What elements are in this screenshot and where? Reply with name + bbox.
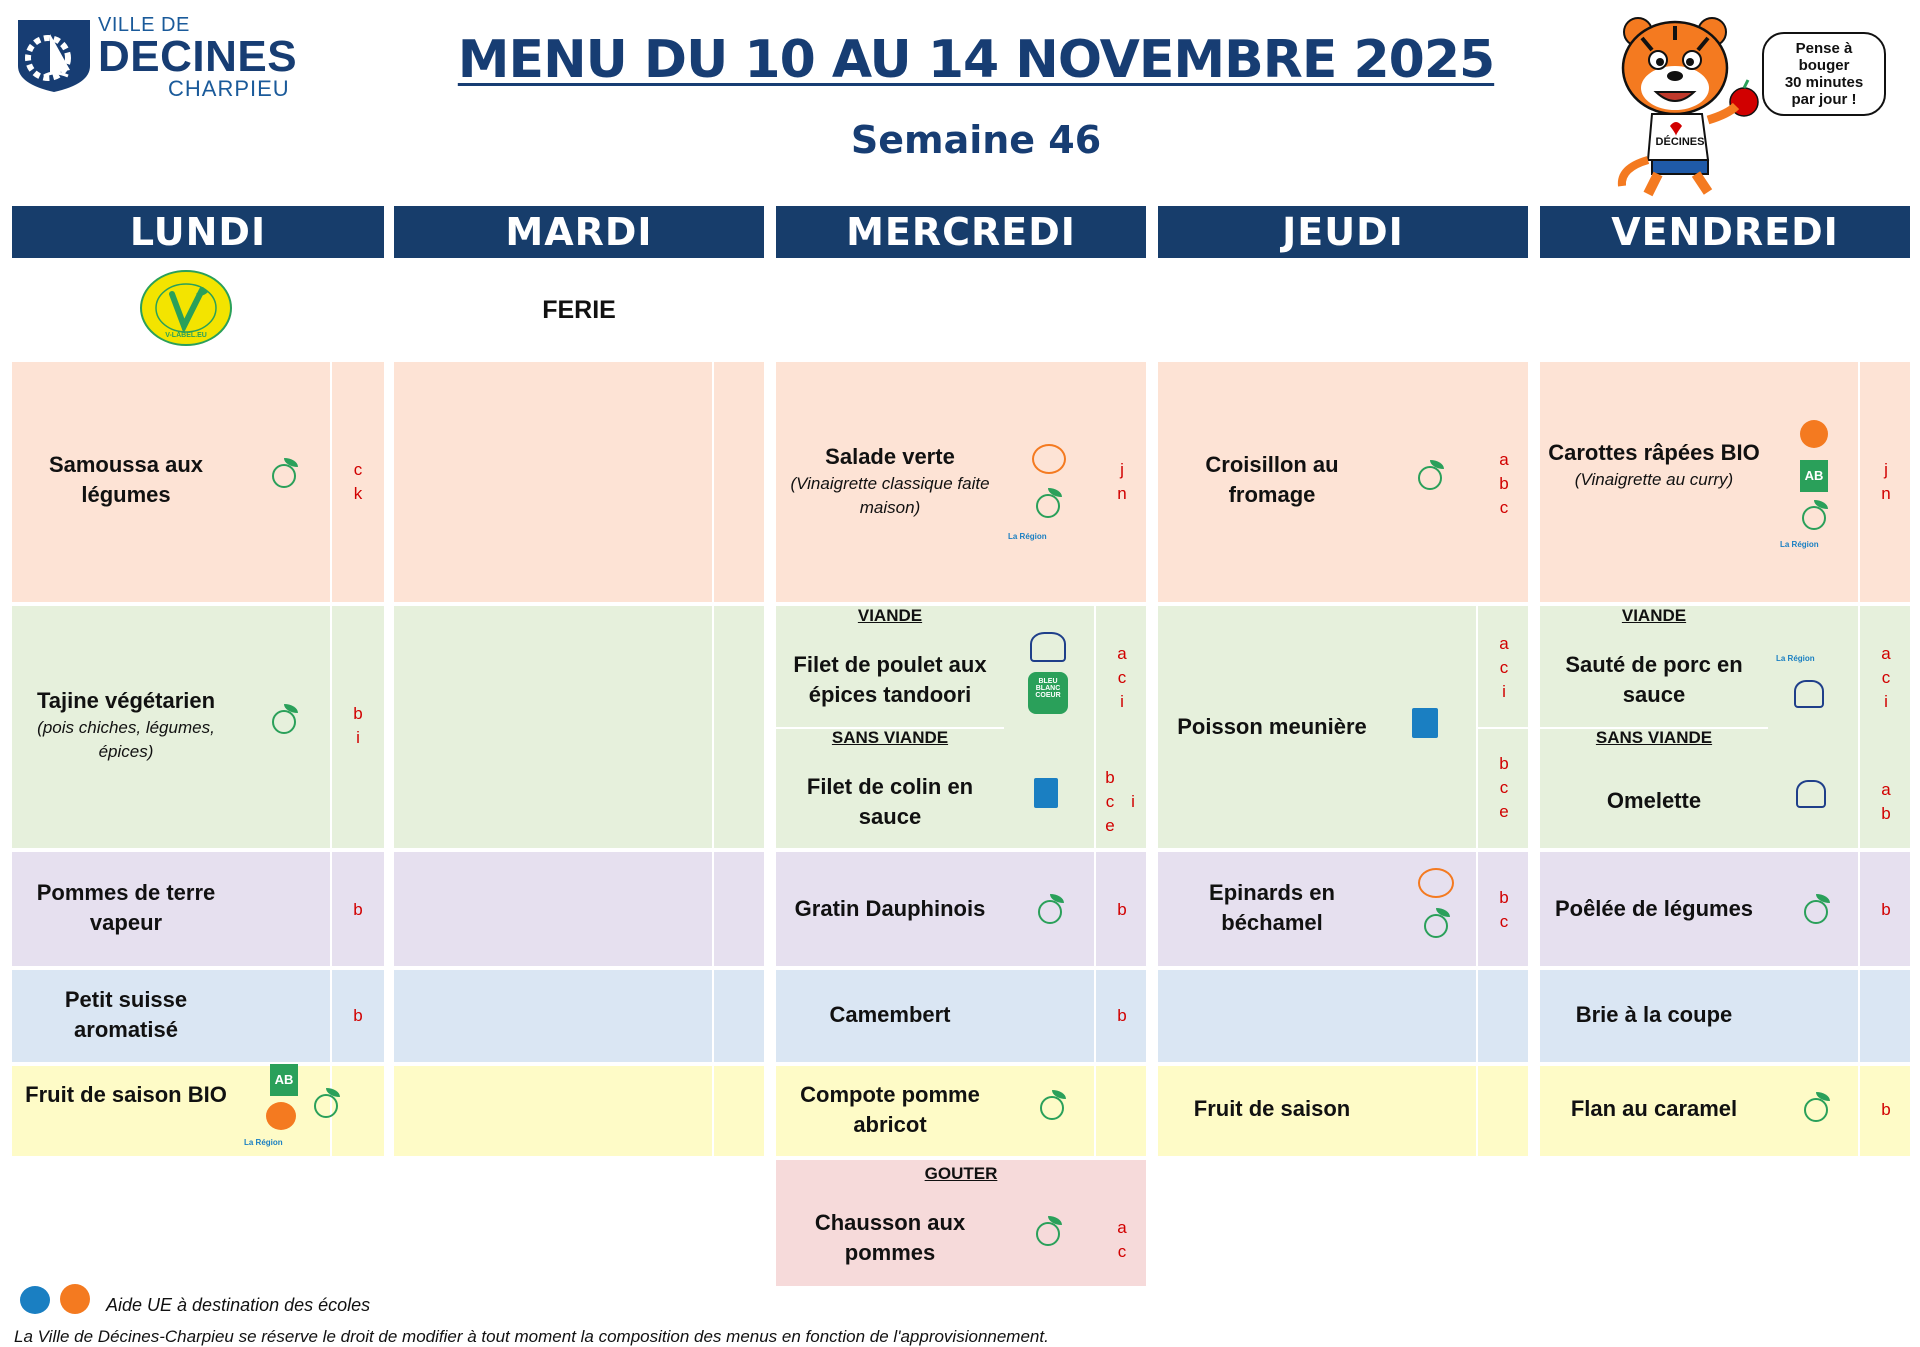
local-product-icon [272, 464, 296, 488]
jeudi-entree-allergens: a b c [1499, 450, 1509, 517]
local-product-icon [1036, 1222, 1060, 1246]
vendredi-dessert-name: Flan au caramel [1570, 1096, 1738, 1121]
french-poultry-icon [1030, 632, 1066, 662]
bubble-line: bouger [1798, 57, 1850, 74]
mercredi-gouter-label: GOUTER [924, 1164, 998, 1183]
vendredi-lait-name: Brie à la coupe [1575, 1002, 1733, 1027]
vendredi-viande-label: VIANDE [1621, 606, 1687, 625]
footer-eu-aid: Aide UE à destination des écoles [106, 1295, 371, 1315]
vendredi-dessert-allergens: b [1881, 1100, 1891, 1119]
region-logo: La Région [244, 1138, 283, 1147]
vendredi-sans-viande-label: SANS VIANDE [1595, 728, 1713, 747]
ferie-label: FERIE [542, 296, 616, 324]
french-egg-icon [1796, 780, 1826, 808]
vendredi-entree-name [1544, 438, 1764, 492]
jeudi-dessert-name: Fruit de saison [1193, 1096, 1351, 1121]
mercredi-viande-label: VIANDE [857, 606, 923, 625]
region-logo: La Région [1780, 540, 1819, 549]
jeudi-accomp-name: Epinards en béchamel [1209, 880, 1335, 935]
mardi-plat-cell [394, 606, 764, 848]
day-header-jeudi: JEUDI [1158, 206, 1528, 258]
mercredi-sans-viande-label: SANS VIANDE [831, 728, 949, 747]
lundi-dessert-name: Fruit de saison BIO [25, 1082, 227, 1107]
mardi-accomp-cell [394, 852, 764, 966]
vendredi-plat-2-name: Omelette [1606, 788, 1702, 813]
mercredi-plat-2-name: Filet de colin en sauce [806, 774, 974, 829]
jeudi-plat-allergens-2: b c e [1499, 754, 1509, 821]
mercredi-entree-desc: (Vinaigrette classique faite maison) [790, 474, 990, 517]
day-header-mercredi: MERCREDI [776, 206, 1146, 258]
mercredi-plat-1-allergens: a c i [1117, 644, 1127, 711]
mercredi-entree-allergens: j n [1117, 460, 1127, 503]
mercredi-lait-allergens: b [1117, 1006, 1127, 1025]
vendredi-accomp-name: Poêlée de légumes [1554, 896, 1754, 921]
lundi-plat-title: Tajine végétarien [36, 688, 216, 713]
week-subtitle: Semaine 46 [850, 118, 1102, 162]
lundi-plat-name [16, 686, 236, 764]
logo-line-1: VILLE DE [98, 14, 190, 36]
mercredi-accomp-allergens: b [1117, 900, 1127, 919]
mercredi-plat-2-allergens: b c e [1105, 768, 1115, 835]
jeudi-allergen-divider [1478, 727, 1528, 729]
mercredi-dessert-name: Compote pomme abricot [800, 1082, 980, 1137]
vendredi-entree-desc: (Vinaigrette au curry) [1574, 470, 1734, 489]
mardi-separator [712, 362, 714, 1156]
mercredi-lait-name: Camembert [829, 1002, 951, 1027]
vegetarian-badge [140, 270, 232, 346]
lundi-lait-name: Petit suisse aromatisé [64, 987, 188, 1042]
mercredi-gouter-name: Chausson aux pommes [814, 1210, 966, 1265]
lundi-accomp-allergens: b [353, 900, 363, 919]
local-product-icon [1418, 466, 1442, 490]
region-logo: La Région [1776, 654, 1815, 663]
lundi-entree-allergens: c k [353, 460, 363, 503]
eu-school-aid-icon [266, 1102, 296, 1130]
local-product-icon [1040, 1096, 1064, 1120]
bleu-blanc-coeur-icon: BLEU BLANC COEUR [1028, 672, 1068, 714]
page-title: MENU DU 10 AU 14 NOVEMBRE 2025 [457, 30, 1495, 90]
local-product-icon [1802, 506, 1826, 530]
bubble-line: Pense à [1795, 40, 1853, 57]
mardi-dessert-cell [394, 1066, 764, 1156]
ab-organic-icon: AB [1800, 460, 1828, 492]
day-header-lundi: LUNDI [12, 206, 384, 258]
jeudi-lait-cell [1158, 970, 1528, 1062]
eu-aid-orange-icon [60, 1284, 90, 1314]
msc-fish-icon [1034, 778, 1058, 808]
jeudi-plat-allergens-1: a c i [1499, 634, 1509, 701]
local-product-icon [1804, 1098, 1828, 1122]
region-logo: La Région [1008, 532, 1047, 541]
vendredi-plat-2-allergens: a b [1881, 780, 1891, 823]
logo-line-2: DECINES [98, 32, 298, 81]
local-product-icon [314, 1094, 338, 1118]
vendredi-entree-allergens: j n [1881, 460, 1891, 503]
speech-bubble [1762, 32, 1886, 116]
vendredi-separator [1858, 362, 1860, 1156]
local-product-icon [272, 710, 296, 734]
eu-school-aid-icon [1418, 868, 1454, 898]
jeudi-plat-name: Poisson meunière [1177, 714, 1367, 739]
eu-school-aid-icon [1800, 420, 1828, 448]
lundi-accomp-name: Pommes de terre vapeur [36, 880, 216, 935]
tiger-mascot [1612, 10, 1892, 200]
lundi-plat-allergens: b i [353, 704, 363, 747]
msc-fish-icon [1412, 708, 1438, 738]
day-header-vendredi: VENDREDI [1540, 206, 1910, 258]
mercredi-gouter-allergens: a c [1117, 1218, 1127, 1261]
lundi-entree-name: Samoussa aux légumes [48, 452, 204, 507]
mercredi-entree-title: Salade verte [825, 444, 955, 469]
tiger-mascot-icon [1612, 10, 1782, 200]
eu-aid-blue-icon [20, 1286, 50, 1314]
local-product-icon [1804, 900, 1828, 924]
mercredi-accomp-name: Gratin Dauphinois [794, 896, 986, 921]
local-product-icon [1424, 914, 1448, 938]
french-pork-icon [1794, 680, 1824, 708]
lundi-plat-desc: (pois chiches, légumes, épices) [37, 718, 215, 761]
mascot-shirt-text: DÉCINES [1655, 136, 1705, 148]
mercredi-plat-1-name: Filet de poulet aux épices tandoori [793, 652, 987, 707]
ab-organic-icon: AB [270, 1064, 298, 1096]
footer-disclaimer: La Ville de Décines-Charpieu se réserve le droit de modifier à tout moment la composition des menus en fonction de l'approvisionnement. [14, 1327, 1049, 1346]
bubble-line: par jour ! [1791, 91, 1857, 108]
mardi-entree-cell [394, 362, 764, 602]
lundi-separator [330, 362, 332, 1156]
day-header-mardi: MARDI [394, 206, 764, 258]
vendredi-plat-1-allergens: a c i [1881, 644, 1891, 711]
mardi-lait-cell [394, 970, 764, 1062]
lundi-lait-allergens: b [353, 1006, 363, 1025]
local-product-icon [1038, 900, 1062, 924]
mercredi-plat-2-allergen-extra: i [1131, 792, 1135, 811]
jeudi-entree-name: Croisillon au fromage [1205, 452, 1339, 507]
vendredi-plat-1-name: Sauté de porc en sauce [1565, 652, 1743, 707]
vendredi-accomp-allergens: b [1881, 900, 1891, 919]
jeudi-separator [1476, 606, 1478, 1156]
vendredi-entree-title: Carottes râpées BIO [1548, 440, 1760, 465]
local-product-icon [1036, 494, 1060, 518]
mercredi-entree-name [782, 442, 998, 520]
logo-line-3: CHARPIEU [168, 76, 290, 101]
mercredi-separator [1094, 606, 1096, 1156]
bubble-line: 30 minutes [1784, 74, 1864, 91]
eu-school-aid-icon [1032, 444, 1066, 474]
jeudi-accomp-allergens: b c [1499, 888, 1509, 931]
vegetarian-badge-text: V-LABEL.EU [165, 332, 207, 339]
